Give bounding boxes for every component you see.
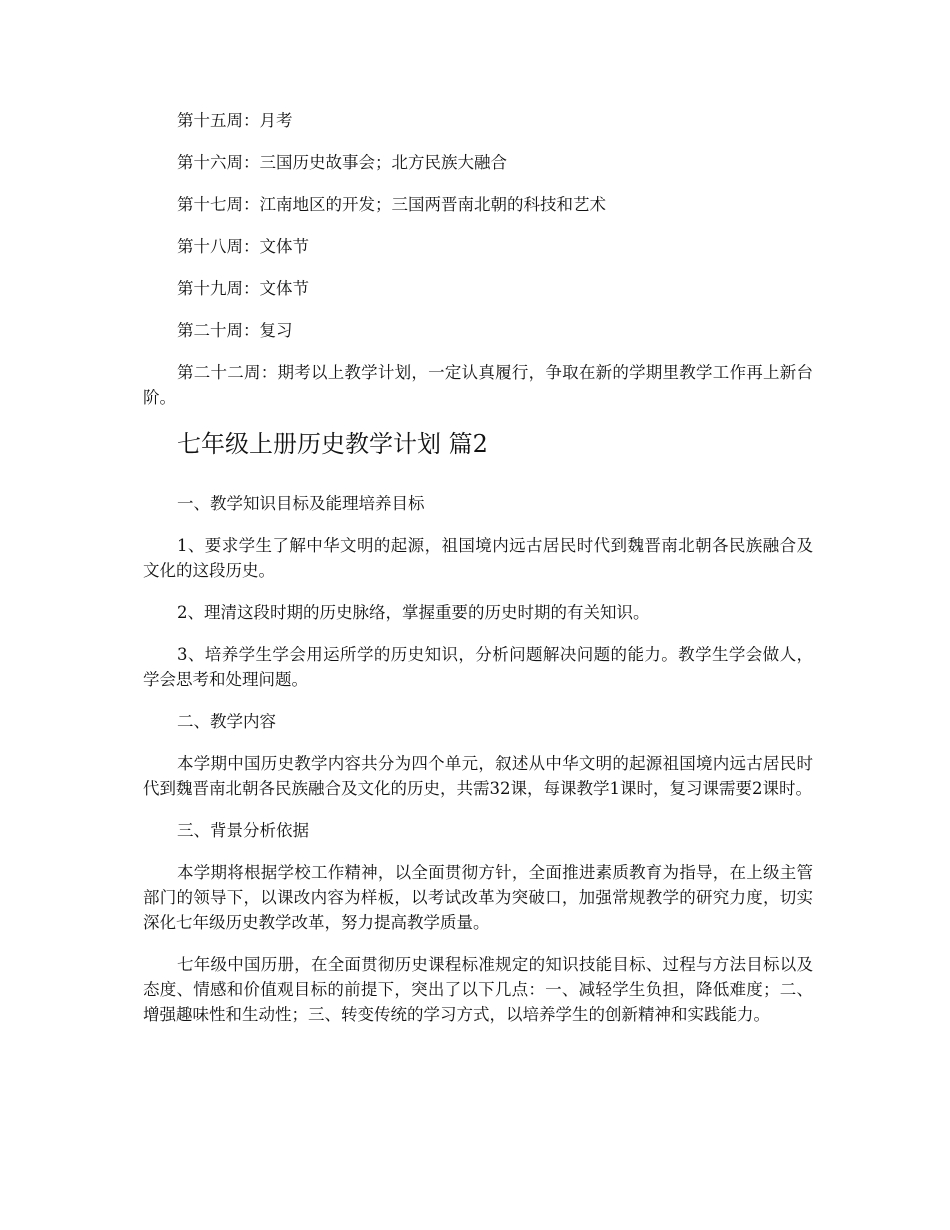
schedule-item: 第二十二周：期考以上教学计划，一定认真履行，争取在新的学期里教学工作再上新台阶。 xyxy=(143,363,813,407)
paragraph: 2、理清这段时期的历史脉络，掌握重要的历史时期的有关知识。 xyxy=(177,603,650,622)
paragraph: 本学期将根据学校工作精神，以全面贯彻方针，全面推进素质教育为指导，在上级主管部门的领导下，以课改内容为样板，以考试改革为突破口，加强常规教学的研究力度，切实深化七年级历史教学改革，努力提高教学质量。 xyxy=(143,863,813,932)
schedule-item: 第二十周：复习 xyxy=(177,321,293,340)
schedule-item: 第十九周：文体节 xyxy=(177,279,309,298)
paragraph: 本学期中国历史教学内容共分为四个单元，叙述从中华文明的起源祖国境内远古居民时代到魏晋南北朝各民族融合及文化的历史，共需32课，每课教学1课时，复习课需要2课时。 xyxy=(143,754,813,798)
schedule-item: 第十六周：三国历史故事会；北方民族大融合 xyxy=(177,153,507,172)
schedule-item: 第十五周：月考 xyxy=(177,111,293,130)
heading-content: 二、教学内容 xyxy=(177,712,276,731)
heading-background: 三、背景分析依据 xyxy=(177,821,309,840)
schedule-item: 第十八周：文体节 xyxy=(177,237,309,256)
paragraph: 3、培养学生学会用运所学的历史知识，分析问题解决问题的能力。教学生学会做人，学会思考和处理问题。 xyxy=(143,645,813,689)
paragraph: 七年级中国历册，在全面贯彻历史课程标准规定的知识技能目标、过程与方法目标以及态度、情感和价值观目标的前提下，突出了以下几点：一、减轻学生负担，降低难度；二、增强趣味性和生动性；三、转变传统的学习方式，以培养学生的创新精神和实践能力。 xyxy=(143,955,813,1024)
heading-objectives: 一、教学知识目标及能理培养目标 xyxy=(177,494,425,513)
schedule-item: 第十七周：江南地区的开发；三国两晋南北朝的科技和艺术 xyxy=(177,195,606,214)
section-title: 七年级上册历史教学计划 篇2 xyxy=(177,430,488,458)
document-body xyxy=(143,108,813,1044)
paragraph: 1、要求学生了解中华文明的起源，祖国境内远古居民时代到魏晋南北朝各民族融合及文化的这段历史。 xyxy=(143,536,813,580)
